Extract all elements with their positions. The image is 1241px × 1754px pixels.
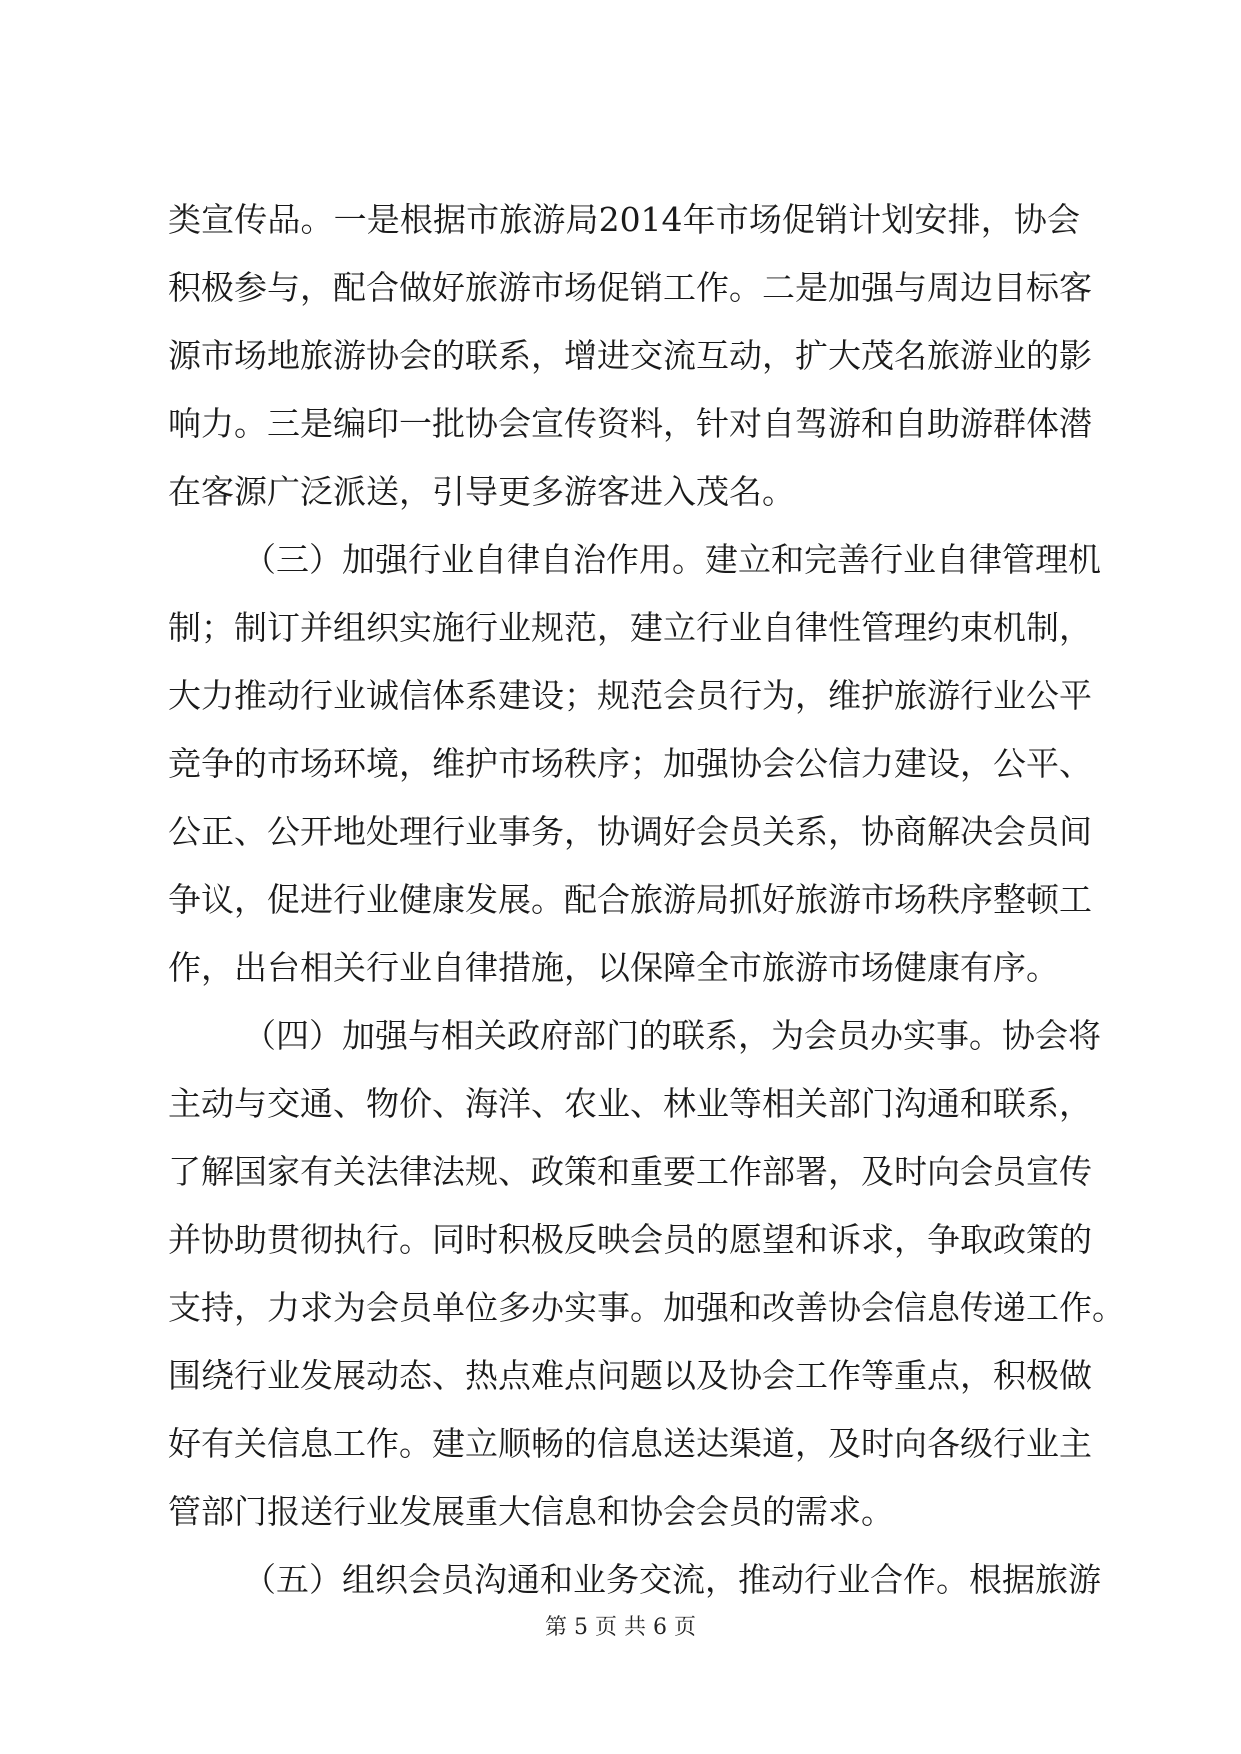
- text-line: 作，出台相关行业自律措施，以保障全市旅游市场健康有序。: [168, 948, 1059, 987]
- text-line: 响力。三是编印一批协会宣传资料，针对自驾游和自助游群体潜: [168, 404, 1092, 443]
- section-heading-3: （三）加强行业自律自治作用。建立和完善行业自律管理机: [243, 540, 1101, 579]
- text-line: 公正、公开地处理行业事务，协调好会员关系，协商解决会员间: [168, 812, 1092, 851]
- section-heading-5: （五）组织会员沟通和业务交流，推动行业合作。根据旅游: [243, 1560, 1101, 1599]
- text-line: 管部门报送行业发展重大信息和协会会员的需求。: [168, 1492, 894, 1531]
- text-line: 大力推动行业诚信体系建设；规范会员行为，维护旅游行业公平: [168, 676, 1092, 715]
- text-line: 并协助贯彻执行。同时积极反映会员的愿望和诉求，争取政策的: [168, 1220, 1092, 1259]
- text-line: 围绕行业发展动态、热点难点问题以及协会工作等重点，积极做: [168, 1356, 1092, 1395]
- text-line: 源市场地旅游协会的联系，增进交流互动，扩大茂名旅游业的影: [168, 336, 1092, 375]
- text-line: 竞争的市场环境，维护市场秩序；加强协会公信力建设，公平、: [168, 744, 1092, 783]
- text-line: 制；制订并组织实施行业规范，建立行业自律性管理约束机制，: [168, 608, 1092, 647]
- text-line: 支持，力求为会员单位多办实事。加强和改善协会信息传递工作。: [168, 1288, 1125, 1327]
- page-number-footer: 第 5 页 共 6 页: [545, 1615, 696, 1640]
- text-line: 类宣传品。一是根据市旅游局2014年市场促销计划安排，协会: [168, 200, 1080, 239]
- section-heading-4: （四）加强与相关政府部门的联系，为会员办实事。协会将: [243, 1016, 1101, 1055]
- text-line: 在客源广泛派送，引导更多游客进入茂名。: [168, 472, 795, 511]
- text-line: 好有关信息工作。建立顺畅的信息送达渠道，及时向各级行业主: [168, 1424, 1092, 1463]
- text-line: 争议，促进行业健康发展。配合旅游局抓好旅游市场秩序整顿工: [168, 880, 1092, 919]
- text-line: 主动与交通、物价、海洋、农业、林业等相关部门沟通和联系，: [168, 1084, 1092, 1123]
- text-line: 积极参与，配合做好旅游市场促销工作。二是加强与周边目标客: [168, 268, 1092, 307]
- text-line: 了解国家有关法律法规、政策和重要工作部署，及时向会员宣传: [168, 1152, 1092, 1191]
